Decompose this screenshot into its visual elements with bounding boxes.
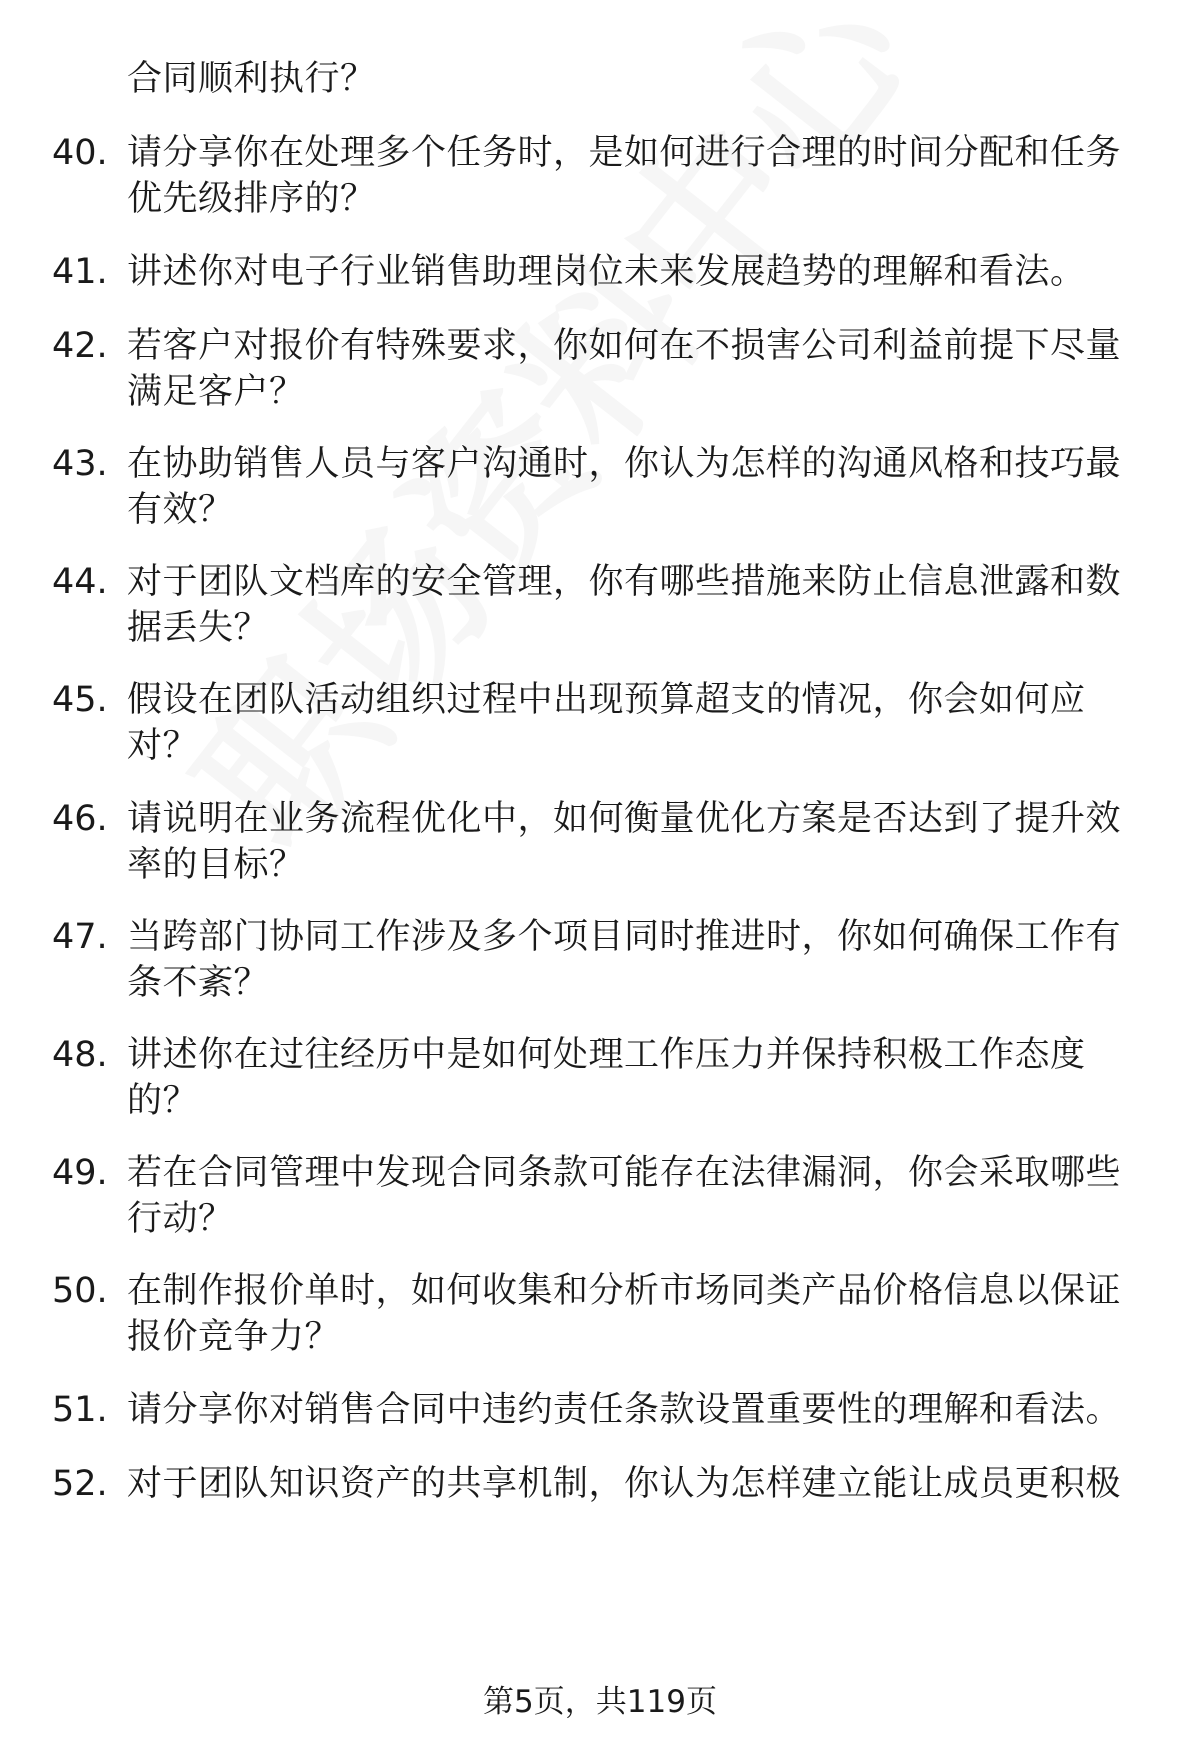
question-text-line: 讲述你在过往经历中是如何处理工作压力并保持积极工作态度 bbox=[127, 1035, 1086, 1075]
question-number: 45. bbox=[52, 680, 108, 720]
question-text-line: 在协助销售人员与客户沟通时，你认为怎样的沟通风格和技巧最 bbox=[127, 444, 1122, 484]
question-text-line: 讲述你对电子行业销售助理岗位未来发展趋势的理解和看法。 bbox=[127, 252, 1086, 292]
question-text-line: 满足客户？ bbox=[127, 372, 305, 412]
question-number: 48. bbox=[52, 1035, 108, 1075]
question-number: 47. bbox=[52, 917, 108, 957]
question-text-line: 对？ bbox=[127, 726, 199, 766]
question-text-line: 在制作报价单时，如何收集和分析市场同类产品价格信息以保证 bbox=[127, 1271, 1122, 1311]
question-39-continuation: 合同顺利执行？ bbox=[127, 59, 376, 99]
question-text-line: 对于团队文档库的安全管理，你有哪些措施来防止信息泄露和数 bbox=[127, 562, 1122, 602]
question-text-line: 请分享你在处理多个任务时，是如何进行合理的时间分配和任务 bbox=[127, 133, 1122, 173]
question-text-line: 率的目标？ bbox=[127, 845, 305, 885]
question-text-line: 优先级排序的？ bbox=[127, 179, 376, 219]
question-text-line: 请分享你对销售合同中违约责任条款设置重要性的理解和看法。 bbox=[127, 1390, 1122, 1430]
question-number: 49. bbox=[52, 1153, 108, 1193]
question-text-line: 若在合同管理中发现合同条款可能存在法律漏洞，你会采取哪些 bbox=[127, 1153, 1122, 1193]
question-text-line: 有效？ bbox=[127, 490, 234, 530]
question-number: 51. bbox=[52, 1390, 108, 1430]
question-text-line: 若客户对报价有特殊要求，你如何在不损害公司利益前提下尽量 bbox=[127, 326, 1122, 366]
question-number: 40. bbox=[52, 133, 108, 173]
question-number: 41. bbox=[52, 252, 108, 292]
question-text-line: 据丢失？ bbox=[127, 608, 270, 648]
question-text-line: 的？ bbox=[127, 1081, 199, 1121]
question-text-line: 当跨部门协同工作涉及多个项目同时推进时，你如何确保工作有 bbox=[127, 917, 1122, 957]
question-text-line: 对于团队知识资产的共享机制，你认为怎样建立能让成员更积极 bbox=[127, 1464, 1122, 1504]
question-text-line: 报价竞争力？ bbox=[127, 1317, 341, 1357]
question-text-line: 条不紊？ bbox=[127, 963, 270, 1003]
question-number: 42. bbox=[52, 326, 108, 366]
page-indicator: 第5页，共119页 bbox=[483, 1684, 717, 1720]
question-number: 50. bbox=[52, 1271, 108, 1311]
question-text-line: 假设在团队活动组织过程中出现预算超支的情况，你会如何应 bbox=[127, 680, 1086, 720]
question-number: 52. bbox=[52, 1464, 108, 1504]
question-number: 43. bbox=[52, 444, 108, 484]
question-number: 44. bbox=[52, 562, 108, 602]
question-text-line: 行动？ bbox=[127, 1199, 234, 1239]
question-text-line: 请说明在业务流程优化中，如何衡量优化方案是否达到了提升效 bbox=[127, 799, 1122, 839]
question-number: 46. bbox=[52, 799, 108, 839]
